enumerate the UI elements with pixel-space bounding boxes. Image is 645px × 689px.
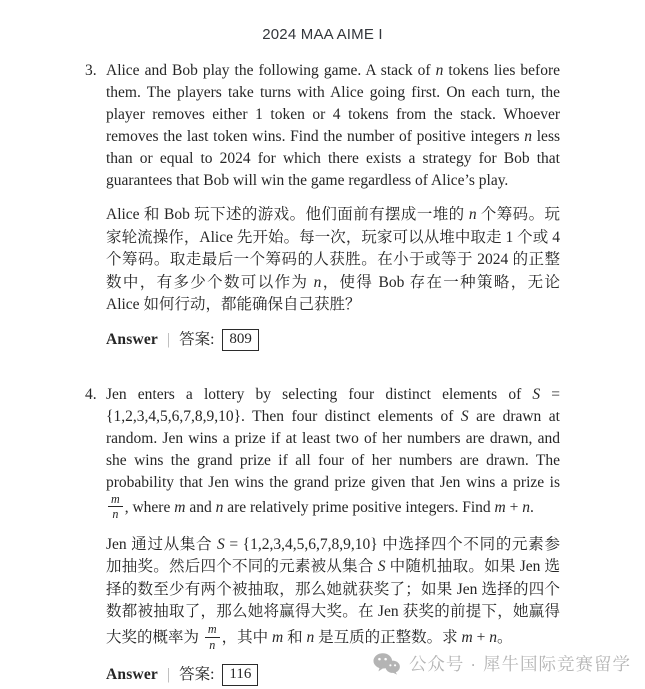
text-run: ，使得 Bob 存在一种策略，无论 Alice 如何行动，都能确保自己获胜？ [106, 273, 560, 313]
text-run: ，其中 [221, 628, 273, 646]
answer-row [106, 329, 560, 351]
text-run: Jen 通过从集合 [106, 535, 217, 553]
text-run: 。 [496, 628, 513, 646]
text-run: . [529, 498, 534, 516]
footer-account-name: 公众号 · 犀牛国际竞赛留学 [408, 654, 631, 674]
text-run: , where [124, 498, 175, 516]
problem-body [106, 384, 560, 687]
problem-number: 4. [85, 385, 97, 403]
problem-body [106, 60, 560, 351]
math-variable: S [532, 385, 541, 403]
math-variable: n [489, 628, 497, 646]
math-variable: n [313, 273, 322, 291]
text-run: 和 [283, 628, 307, 646]
math-variable: n [468, 206, 477, 223]
fraction-denominator: n [209, 637, 216, 652]
text-run: and [185, 498, 216, 516]
text-run: are relatively prime positive integers. Find [223, 498, 495, 516]
answer-label-english: Answer [106, 330, 158, 348]
wechat-icon [373, 652, 400, 675]
math-variable: S [460, 407, 469, 425]
text-run: + [505, 498, 523, 516]
answer-separator: | [167, 330, 171, 348]
answer-label-chinese: 答案: [179, 330, 215, 348]
page-title: 2024 MAA AIME I [262, 26, 383, 43]
answer-value-box: 809 [222, 329, 259, 351]
problem-3 [85, 60, 560, 351]
text-run: less than or equal to 2024 for which there exists a strategy for Bob that guarantees that Bob will win the game regardless of Alice’s play. [106, 128, 561, 189]
problem-number: 3. [85, 62, 97, 79]
math-variable: n [435, 62, 444, 79]
math-variable: m [461, 628, 473, 646]
math-variable: n [215, 498, 224, 516]
fraction-numerator: m [205, 623, 220, 638]
fraction-denominator: n [112, 507, 119, 522]
math-variable: n [306, 628, 315, 646]
answer-label-chinese: 答案: [179, 666, 215, 684]
problem-statement-english [106, 384, 560, 522]
text-run: Alice and Bob play the following game. A stack of [106, 62, 436, 79]
text-run: are drawn at random. Jen wins a prize if at least two of her numbers are drawn, and she wins the grand prize if all four of her numbers are drawn. The probability that Jen wins the grand prize given that Jen wins a prize is [106, 407, 560, 491]
math-variable: m [272, 628, 284, 646]
answer-separator: | [167, 666, 171, 684]
fraction [108, 493, 123, 521]
footer-watermark [373, 651, 631, 676]
text-run: 中随机抽取。如果 Jen 选择的数至少有两个被抽取，那么她就获奖了；如果 Jen 选择的四个数都被抽取了，那么她将赢得大奖。在 Jen 获奖的前提下，她赢得大奖的概率为 [106, 558, 560, 646]
math-variable: m [174, 498, 186, 516]
math-variable: S [377, 558, 386, 576]
math-variable: m [494, 498, 506, 516]
answer-label-english: Answer [106, 666, 158, 684]
problem-statement-chinese [106, 534, 560, 652]
text-run: Jen enters a lottery by selecting four distinct elements of [106, 385, 533, 403]
math-variable: S [216, 535, 225, 553]
fraction [205, 623, 220, 651]
text-run: = {1,2,3,4,5,6,7,8,9,10} 中选择四个不同的元素参加抽奖。然后四个不同的元素被从集合 [106, 535, 561, 576]
problem-statement-chinese [106, 204, 560, 317]
text-run: 个筹码。玩家轮流操作，Alice 先开始。每一次，玩家可以从堆中取走 1 个或 4 个筹码。取走最后一个筹码的人获胜。在小于或等于 2024 的正整数中，有多少个数可以作为 [106, 206, 560, 291]
text-run: Alice 和 Bob 玩下述的游戏。他们面前有摆成一堆的 [106, 206, 469, 223]
text-run: tokens lies before them. The players take turns with Alice going first. On each turn, the player removes either 1 token or 4 tokens from the stack. Whoever removes the last token wins. Find the number of positive integers [106, 62, 560, 145]
text-run: + [472, 628, 490, 646]
text-run: = {1,2,3,4,5,6,7,8,9,10}. Then four distinct elements of [106, 385, 560, 425]
math-variable: n [524, 128, 533, 145]
text-run: 是互质的正整数。求 [314, 628, 462, 646]
math-variable: n [522, 498, 530, 516]
answer-value-box: 116 [222, 664, 258, 686]
problem-statement-english [106, 60, 560, 192]
fraction-numerator: m [108, 493, 123, 508]
problem-4 [85, 384, 560, 687]
